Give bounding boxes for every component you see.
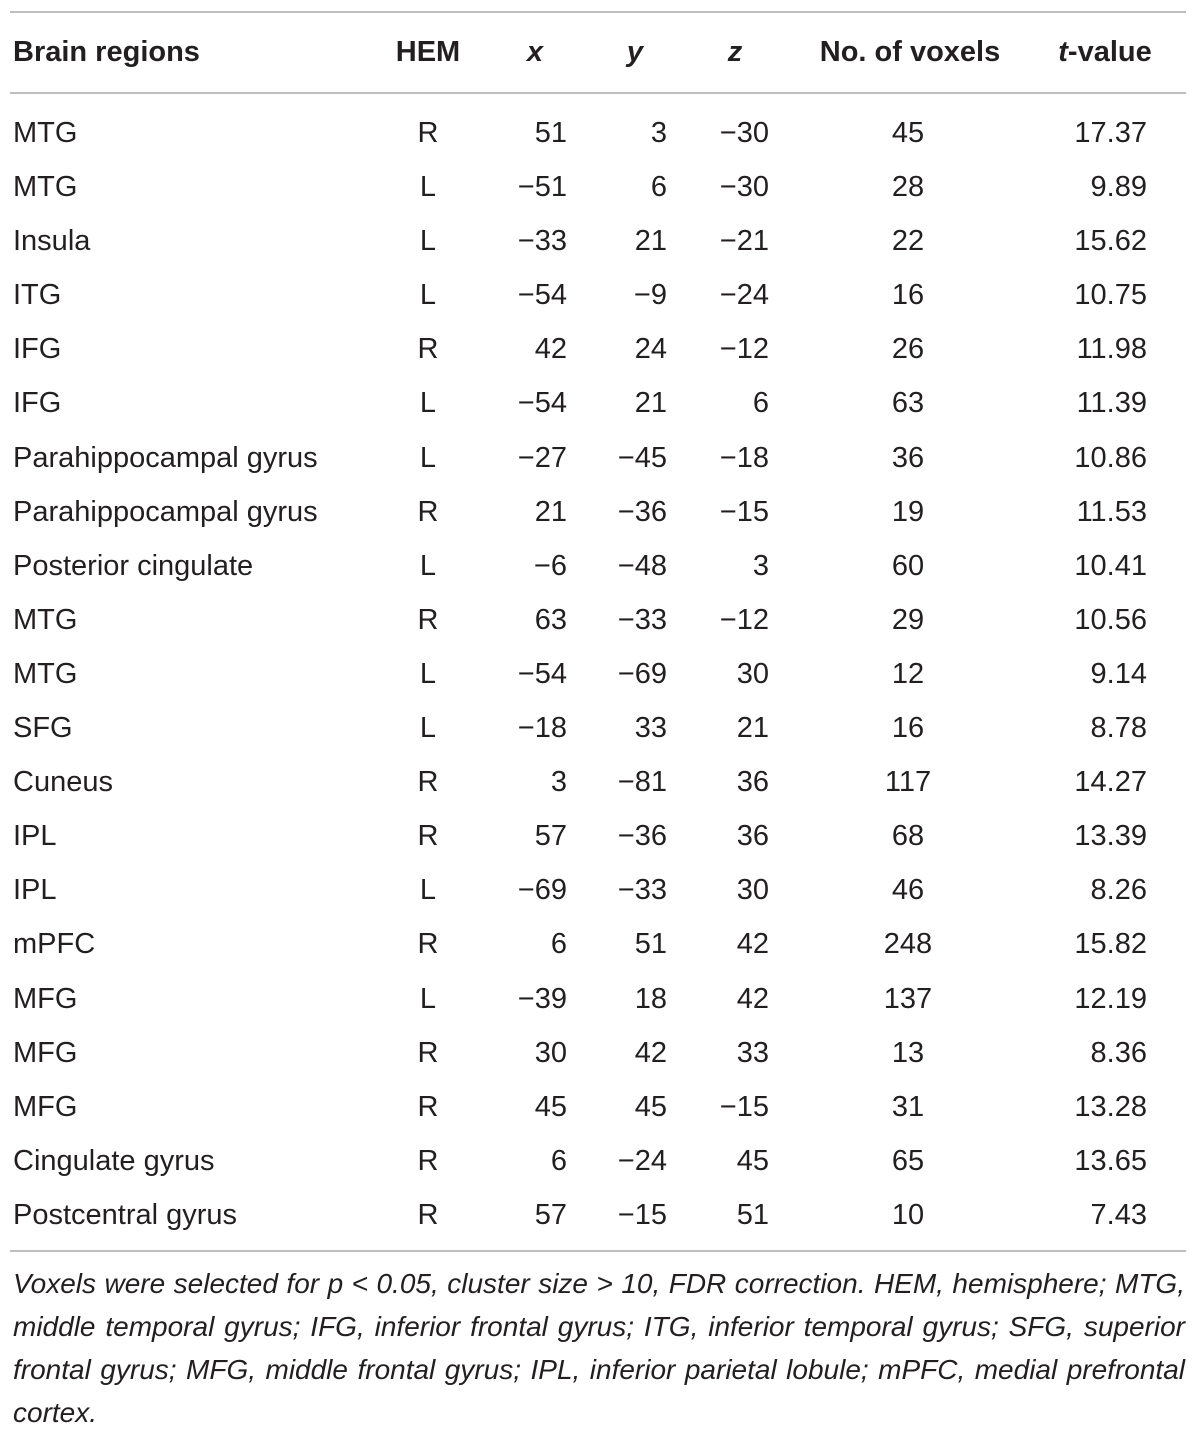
cell-x: −54 bbox=[517, 279, 567, 312]
table-row bbox=[0, 863, 1200, 917]
cell-z: −24 bbox=[719, 279, 769, 312]
cell-y: −36 bbox=[617, 820, 667, 853]
cell-brain-region: MFG bbox=[13, 1090, 78, 1123]
cell-t-value: 13.39 bbox=[1074, 820, 1147, 853]
cell-hem: R bbox=[417, 117, 439, 149]
cell-no-of-voxels: 65 bbox=[891, 1144, 925, 1177]
cell-x: 6 bbox=[550, 928, 567, 961]
cell-y: −45 bbox=[617, 441, 667, 474]
cell-x: 30 bbox=[534, 1036, 567, 1069]
cell-y: −69 bbox=[617, 657, 667, 690]
cell-y: −36 bbox=[617, 495, 667, 528]
header-t-letter: t bbox=[1058, 36, 1068, 68]
cell-t-value: 13.65 bbox=[1074, 1144, 1147, 1177]
cell-brain-region: Postcentral gyrus bbox=[13, 1198, 238, 1231]
cell-z: 45 bbox=[736, 1144, 769, 1177]
header-no-of-voxels: No. of voxels bbox=[819, 36, 1001, 68]
cell-x: −69 bbox=[517, 874, 567, 907]
cell-x: 21 bbox=[534, 495, 567, 528]
cell-brain-region: IFG bbox=[13, 387, 62, 420]
cell-z: 33 bbox=[736, 1036, 769, 1069]
table-row bbox=[0, 268, 1200, 322]
table-row bbox=[0, 1080, 1200, 1134]
cell-t-value: 9.14 bbox=[1090, 657, 1147, 690]
cell-no-of-voxels: 68 bbox=[891, 820, 925, 853]
cell-hem: L bbox=[419, 279, 437, 312]
cell-x: 63 bbox=[534, 603, 567, 636]
table-row bbox=[0, 376, 1200, 430]
table-row bbox=[0, 106, 1200, 160]
cell-hem: L bbox=[419, 549, 437, 582]
cell-t-value: 11.53 bbox=[1076, 495, 1147, 528]
cell-x: −6 bbox=[533, 549, 567, 582]
cell-brain-region: ITG bbox=[13, 279, 62, 312]
cell-x: −54 bbox=[517, 657, 567, 690]
table-row bbox=[0, 214, 1200, 268]
cell-brain-region: Posterior cingulate bbox=[13, 549, 254, 582]
cell-hem: L bbox=[419, 387, 437, 420]
table-row bbox=[0, 160, 1200, 214]
cell-t-value: 10.56 bbox=[1074, 603, 1147, 636]
cell-brain-region: MTG bbox=[13, 171, 78, 204]
header-t-suffix: -value bbox=[1067, 36, 1152, 68]
cell-x: 51 bbox=[534, 117, 567, 149]
cell-z: −12 bbox=[719, 603, 769, 636]
cell-x: 6 bbox=[550, 1144, 567, 1177]
cell-no-of-voxels: 36 bbox=[891, 441, 925, 474]
cell-z: 30 bbox=[736, 657, 769, 690]
table-bottom-rule bbox=[10, 1250, 1186, 1252]
cell-x: −33 bbox=[517, 225, 567, 258]
cell-t-value: 10.41 bbox=[1074, 549, 1147, 582]
table-body bbox=[0, 106, 1200, 1242]
header-brain-regions: Brain regions bbox=[13, 36, 200, 68]
cell-z: 42 bbox=[736, 928, 769, 961]
cell-y: 42 bbox=[634, 1036, 667, 1069]
cell-x: −39 bbox=[517, 982, 567, 1015]
cell-z: 36 bbox=[736, 766, 769, 799]
cell-hem: R bbox=[417, 603, 439, 636]
cell-brain-region: MTG bbox=[13, 657, 78, 690]
table-row bbox=[0, 593, 1200, 647]
table-row bbox=[0, 809, 1200, 863]
header-hem: HEM bbox=[395, 36, 461, 68]
cell-no-of-voxels: 22 bbox=[891, 225, 925, 258]
cell-brain-region: Parahippocampal gyrus bbox=[13, 495, 318, 528]
cell-t-value: 13.28 bbox=[1074, 1090, 1147, 1123]
table-row bbox=[0, 322, 1200, 376]
cell-brain-region: Insula bbox=[13, 225, 91, 258]
cell-no-of-voxels: 31 bbox=[891, 1090, 925, 1123]
cell-y: −33 bbox=[617, 874, 667, 907]
cell-hem: R bbox=[417, 1036, 439, 1069]
cell-t-value: 12.19 bbox=[1074, 982, 1147, 1015]
cell-z: −30 bbox=[719, 117, 769, 149]
cell-no-of-voxels: 10 bbox=[891, 1198, 925, 1231]
cell-brain-region: mPFC bbox=[13, 928, 96, 961]
cell-x: −54 bbox=[517, 387, 567, 420]
cell-x: −27 bbox=[517, 441, 567, 474]
table-row bbox=[0, 701, 1200, 755]
cell-y: 21 bbox=[634, 387, 667, 420]
cell-t-value: 10.75 bbox=[1074, 279, 1147, 312]
cell-no-of-voxels: 28 bbox=[891, 171, 925, 204]
table-row bbox=[0, 431, 1200, 485]
cell-t-value: 15.62 bbox=[1074, 225, 1147, 258]
cell-brain-region: IPL bbox=[13, 874, 57, 907]
cell-brain-region: MTG bbox=[13, 603, 78, 636]
cell-t-value: 7.43 bbox=[1090, 1198, 1147, 1231]
cell-z: −18 bbox=[719, 441, 769, 474]
table-header-row bbox=[0, 26, 1200, 78]
cell-brain-region: IFG bbox=[13, 333, 62, 366]
cell-z: −12 bbox=[719, 333, 769, 366]
cell-x: −51 bbox=[517, 171, 567, 204]
cell-brain-region: Cingulate gyrus bbox=[13, 1144, 215, 1177]
cell-hem: L bbox=[419, 874, 437, 907]
cell-z: 42 bbox=[736, 982, 769, 1015]
cell-no-of-voxels: 248 bbox=[883, 928, 933, 961]
cell-z: −21 bbox=[719, 225, 769, 258]
cell-y: 33 bbox=[634, 712, 667, 745]
cell-hem: R bbox=[417, 1090, 439, 1123]
cell-no-of-voxels: 16 bbox=[891, 712, 925, 745]
cell-x: 57 bbox=[534, 1198, 567, 1231]
cell-hem: L bbox=[419, 441, 437, 474]
cell-y: −48 bbox=[617, 549, 667, 582]
cell-no-of-voxels: 12 bbox=[891, 657, 925, 690]
cell-z: 36 bbox=[736, 820, 769, 853]
cell-t-value: 17.37 bbox=[1074, 117, 1147, 149]
cell-no-of-voxels: 117 bbox=[884, 766, 932, 799]
cell-z: 3 bbox=[752, 549, 769, 582]
table-row bbox=[0, 917, 1200, 971]
table-header-rule bbox=[10, 92, 1186, 94]
cell-y: −33 bbox=[617, 603, 667, 636]
cell-no-of-voxels: 16 bbox=[891, 279, 925, 312]
header-t-value bbox=[1040, 26, 1170, 78]
cell-hem: R bbox=[417, 1144, 439, 1177]
header-x: x bbox=[526, 36, 544, 68]
cell-y: 3 bbox=[650, 117, 667, 149]
cell-no-of-voxels: 29 bbox=[891, 603, 925, 636]
cell-no-of-voxels: 45 bbox=[891, 117, 925, 149]
cell-z: −15 bbox=[719, 495, 769, 528]
table-row bbox=[0, 755, 1200, 809]
cell-brain-region: MTG bbox=[13, 117, 78, 149]
cell-brain-region: Parahippocampal gyrus bbox=[13, 441, 318, 474]
table-top-rule bbox=[10, 11, 1186, 13]
cell-brain-region: IPL bbox=[13, 820, 57, 853]
cell-brain-region: MFG bbox=[13, 982, 78, 1015]
cell-y: 24 bbox=[634, 333, 667, 366]
cell-hem: R bbox=[417, 333, 439, 366]
cell-no-of-voxels: 63 bbox=[891, 387, 925, 420]
cell-y: 18 bbox=[634, 982, 667, 1015]
cell-x: −18 bbox=[517, 712, 567, 745]
cell-y: −24 bbox=[617, 1144, 667, 1177]
cell-y: 21 bbox=[634, 225, 667, 258]
cell-x: 57 bbox=[534, 820, 567, 853]
cell-hem: R bbox=[417, 495, 439, 528]
cell-hem: R bbox=[417, 1198, 439, 1231]
cell-t-value: 11.98 bbox=[1076, 333, 1147, 366]
table-row bbox=[0, 1134, 1200, 1188]
cell-brain-region: Cuneus bbox=[13, 766, 113, 799]
cell-y: −81 bbox=[617, 766, 667, 799]
cell-brain-region: SFG bbox=[13, 712, 73, 745]
cell-y: 51 bbox=[634, 928, 667, 961]
table-row bbox=[0, 972, 1200, 1026]
cell-brain-region: MFG bbox=[13, 1036, 78, 1069]
cell-no-of-voxels: 137 bbox=[883, 982, 933, 1015]
cell-y: −9 bbox=[633, 279, 667, 312]
table-row bbox=[0, 1026, 1200, 1080]
cell-z: 30 bbox=[736, 874, 769, 907]
cell-t-value: 8.78 bbox=[1090, 712, 1147, 745]
cell-t-value: 15.82 bbox=[1074, 928, 1147, 961]
cell-z: 6 bbox=[752, 387, 769, 420]
cell-z: 51 bbox=[736, 1198, 769, 1231]
cell-hem: R bbox=[417, 820, 439, 853]
cell-t-value: 8.26 bbox=[1090, 874, 1147, 907]
cell-z: −15 bbox=[719, 1090, 769, 1123]
cell-y: 6 bbox=[650, 171, 667, 204]
cell-t-value: 9.89 bbox=[1090, 171, 1147, 204]
cell-y: 45 bbox=[634, 1090, 667, 1123]
cell-x: 42 bbox=[534, 333, 567, 366]
cell-x: 3 bbox=[550, 766, 567, 799]
cell-t-value: 14.27 bbox=[1074, 766, 1147, 799]
table-row bbox=[0, 539, 1200, 593]
header-y: y bbox=[626, 36, 644, 68]
cell-no-of-voxels: 46 bbox=[891, 874, 925, 907]
cell-hem: R bbox=[417, 766, 439, 799]
cell-hem: R bbox=[417, 928, 439, 961]
cell-hem: L bbox=[419, 171, 437, 204]
cell-no-of-voxels: 26 bbox=[891, 333, 925, 366]
cell-t-value: 8.36 bbox=[1090, 1036, 1147, 1069]
cell-hem: L bbox=[419, 225, 437, 258]
table-row bbox=[0, 647, 1200, 701]
table-footnote: Voxels were selected for p < 0.05, cluster size > 10, FDR correction. HEM, hemisphere; MTG, middle temporal gyrus; IFG, inferior frontal gyrus; ITG, inferior temporal gyrus; SFG, superior frontal gyrus; MFG, middle frontal gyrus; IPL, inferior parietal lobule; mPFC, medial prefrontal cortex. bbox=[13, 1268, 1185, 1428]
header-z: z bbox=[727, 36, 743, 68]
cell-t-value: 10.86 bbox=[1074, 441, 1147, 474]
cell-y: −15 bbox=[617, 1198, 667, 1231]
cell-t-value: 11.39 bbox=[1076, 387, 1147, 420]
cell-z: 21 bbox=[736, 712, 769, 745]
cell-no-of-voxels: 60 bbox=[891, 549, 925, 582]
cell-hem: L bbox=[419, 982, 437, 1015]
cell-no-of-voxels: 13 bbox=[891, 1036, 925, 1069]
table-row bbox=[0, 1188, 1200, 1242]
cell-no-of-voxels: 19 bbox=[891, 495, 925, 528]
cell-x: 45 bbox=[534, 1090, 567, 1123]
cell-hem: L bbox=[419, 657, 437, 690]
cell-z: −30 bbox=[719, 171, 769, 204]
table-row bbox=[0, 485, 1200, 539]
cell-hem: L bbox=[419, 712, 437, 745]
